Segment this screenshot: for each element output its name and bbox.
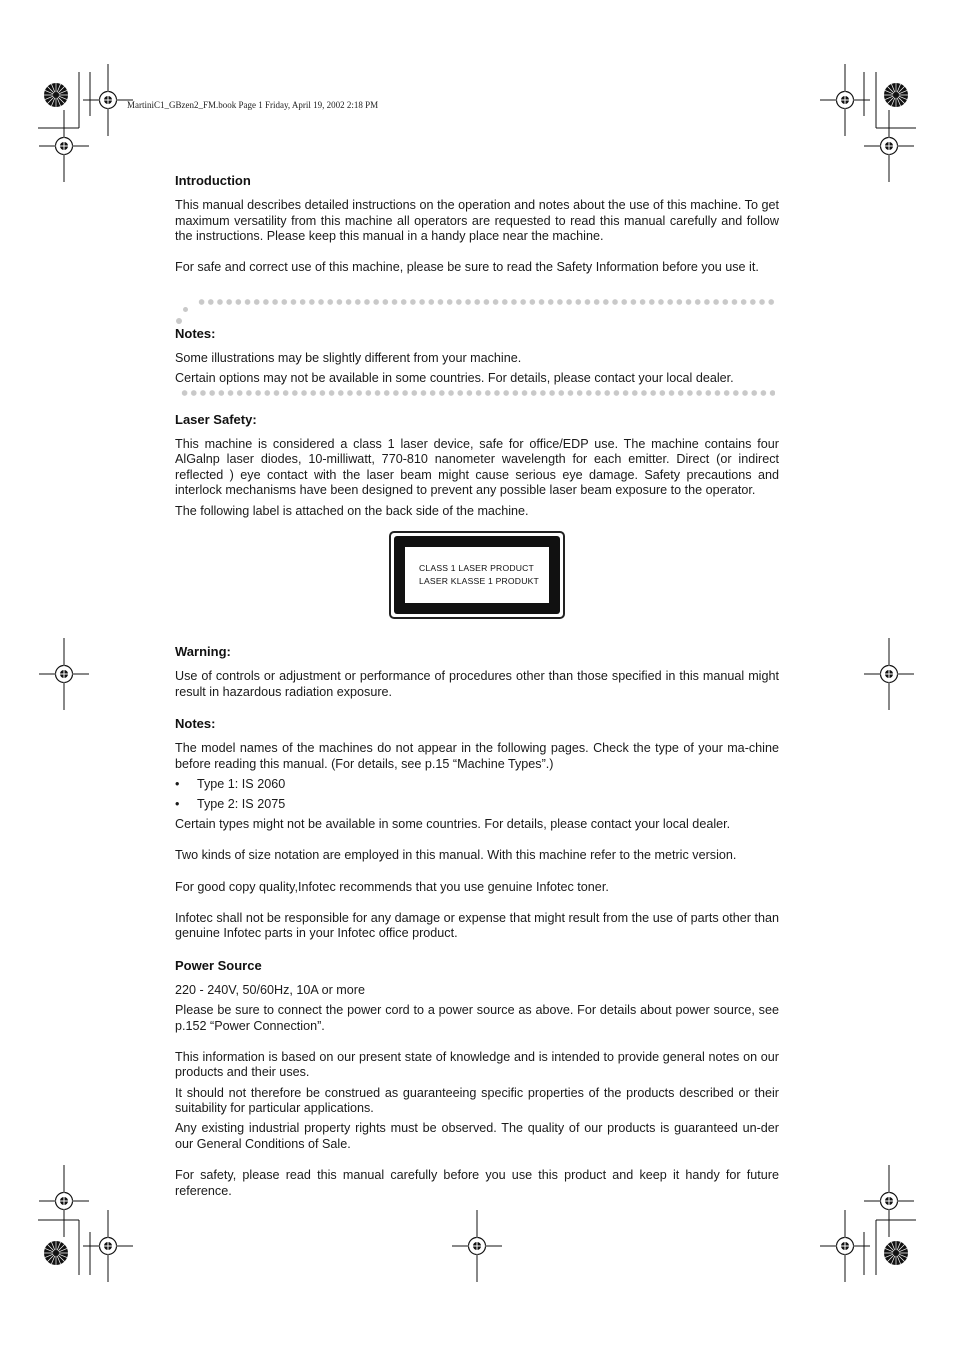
- laser-label-intro: The following label is attached on the back side of the machine.: [175, 503, 529, 518]
- power-paragraph-4: Any existing industrial property rights must be observed. The quality of our products is guaranteed un-der our General Conditions of Sale.: [175, 1121, 779, 1151]
- notes-2-heading: Notes:: [175, 716, 216, 732]
- notes-paragraph-1: Some illustrations may be slightly different from your machine.: [175, 350, 522, 365]
- laser-product-label: [175, 531, 779, 619]
- notes-2-paragraph-1: The model names of the machines do not appear in the following pages. Check the type of your ma-chine before reading this manual. (For details, see p.15 “Machine Types”.): [175, 741, 779, 771]
- power-source-heading: Power Source: [175, 957, 262, 973]
- notes-2-paragraph-3: Two kinds of size notation are employed in this manual. With this machine refer to the metric version.: [175, 848, 737, 863]
- laser-safety-paragraph: This machine is considered a class 1 laser device, safe for office/EDP use. The machine contains four AlGalnp laser diodes, 10-milliwatt, 770-810 nanometer wavelength for each emitter. Direct (or indirect reflected ) eye contact with the laser beam might cause serious eye damage. Safety precautions and interlock mechanisms have been designed to prevent any possible laser beam exposure to the operator.: [175, 436, 779, 498]
- list-item: [175, 797, 779, 813]
- label-border: [394, 536, 560, 614]
- divider-corner-dot: [176, 318, 182, 324]
- laser-safety-heading: Laser Safety:: [175, 411, 257, 427]
- dotted-divider-bottom: [180, 390, 775, 396]
- warning-heading: Warning:: [175, 644, 231, 660]
- machine-type-2: Type 2: IS 2075: [197, 797, 286, 812]
- warning-paragraph: Use of controls or adjustment or performance of procedures other than those specified in this manual might result in hazardous radiation exposure.: [175, 669, 779, 699]
- introduction-paragraph-2: For safe and correct use of this machine, please be sure to read the Safety Information before you use it.: [175, 260, 759, 275]
- power-paragraph-2: This information is based on our present state of knowledge and is intended to provide general notes on our products and their uses.: [175, 1049, 779, 1080]
- laser-safety-section: [175, 411, 779, 619]
- machine-type-1: Type 1: IS 2060: [197, 777, 286, 791]
- warning-section: [175, 643, 779, 700]
- list-item: [175, 777, 779, 793]
- notes-2-paragraph-5: Infotec shall not be responsible for any damage or expense that might result from the use of parts other than genuine Infotec parts in your Infotec office product.: [175, 910, 779, 941]
- dotted-divider-top: [197, 299, 775, 305]
- notes-box: [175, 299, 779, 396]
- power-spec: 220 - 240V, 50/60Hz, 10A or more: [175, 982, 365, 997]
- label-line-1: CLASS 1 LASER PRODUCT: [419, 563, 534, 574]
- power-paragraph-3: It should not therefore be construed as guaranteeing specific properties of the products described or their suitability for particular applications.: [175, 1085, 779, 1116]
- machine-type-list: [175, 777, 779, 813]
- introduction-paragraph-1: This manual describes detailed instructions on the operation and notes about the use of this machine. To get maximum versatility from this machine all operators are requested to read this manual carefully and follow the instructions. Please keep this manual in a handy place near the machine.: [175, 198, 779, 244]
- notes-paragraph-2: Certain options may not be available in some countries. For details, please contact your local dealer.: [175, 371, 734, 386]
- label-line-2: LASER KLASSE 1 PRODUKT: [419, 576, 539, 587]
- notes-2-paragraph-2: Certain types might not be available in some countries. For details, please contact your local dealer.: [175, 817, 731, 832]
- power-source-section: [175, 957, 779, 1199]
- page-content: [175, 172, 779, 1199]
- power-paragraph-1: Please be sure to connect the power cord to a power source as above. For details about power source, see p.152 “Power Connection”.: [175, 1003, 779, 1033]
- notes-2-paragraph-4: For good copy quality,Infotec recommends that you use genuine Infotec toner.: [175, 879, 609, 894]
- introduction-heading: Introduction: [175, 173, 251, 188]
- notes-2-section: [175, 715, 779, 942]
- label-text-area: [405, 547, 549, 603]
- bullet-glyph: •: [175, 797, 180, 812]
- bullet-glyph: •: [175, 777, 180, 791]
- introduction-section: [175, 172, 779, 276]
- label-frame: [389, 531, 565, 619]
- book-slug-line: MartiniC1_GBzen2_FM.book Page 1 Friday, April 19, 2002 2:18 PM: [127, 100, 379, 110]
- power-paragraph-5: For safety, please read this manual carefully before you use this product and keep it handy for future reference.: [175, 1167, 779, 1198]
- divider-corner-dot: [183, 307, 188, 312]
- notes-heading: Notes:: [175, 325, 216, 341]
